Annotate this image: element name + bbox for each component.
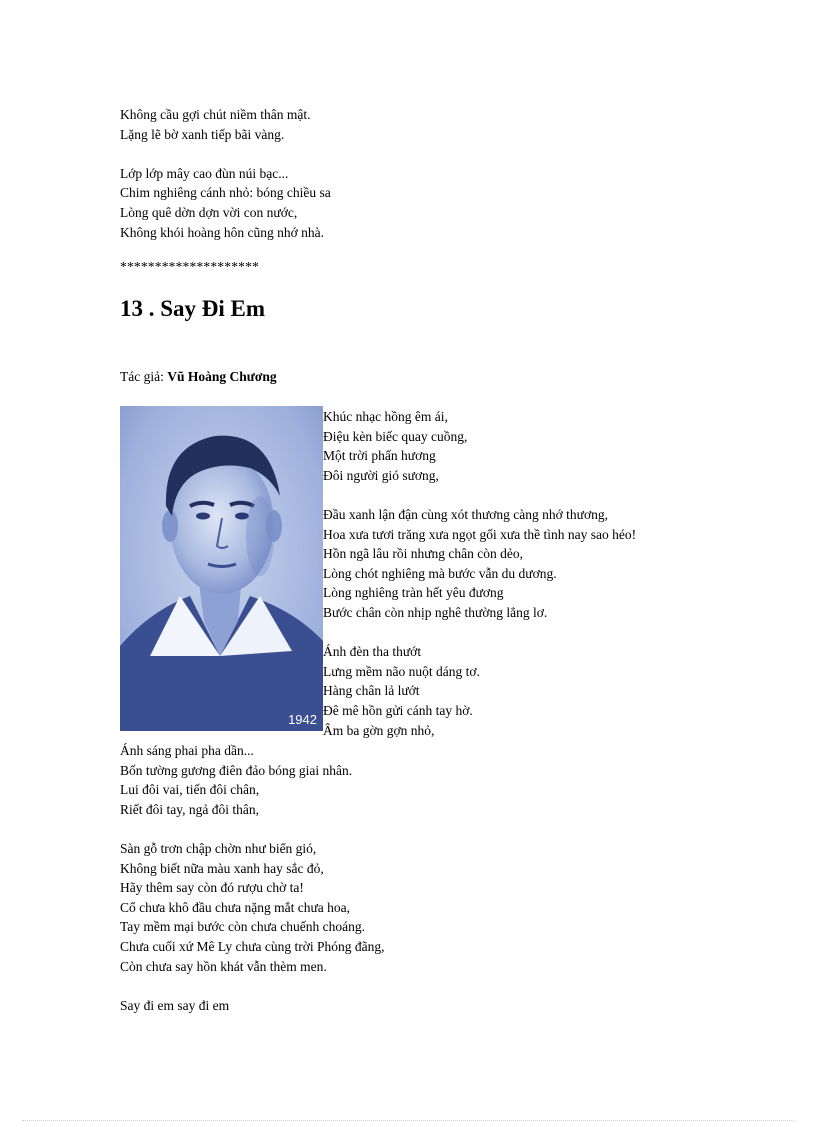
poem-line: Không cầu gợi chút niềm thân mật. [120, 107, 311, 122]
page-footer-rule [22, 1120, 794, 1121]
poem-line: Lòng nghiêng tràn hết yêu đương [323, 585, 504, 601]
previous-poem-ending [120, 105, 331, 262]
author-label: Tác giả: [120, 369, 164, 384]
poem-line: Lưng mềm não nuột dáng tơ. [323, 663, 480, 679]
stanza [120, 839, 385, 976]
poem-line: Chưa cuối xứ Mê Ly chưa cùng trời Phóng đãng, [120, 938, 385, 954]
poem-line: Ánh đèn tha thướt [323, 644, 422, 660]
stanza [323, 505, 636, 623]
poem-line: Không khói hoàng hôn cũng nhớ nhà. [120, 224, 324, 240]
poem-line: Bốn tường gương điên đảo bóng giai nhân. [120, 762, 353, 778]
poem-line: Khúc nhạc hồng êm ái, [323, 409, 448, 424]
poem-line: Hoa xưa tươi trăng xưa ngọt gối xưa thề tình nay sao héo! [323, 526, 637, 542]
photo-year-label: 1942 [288, 712, 317, 727]
poem-line: Đầu xanh lận đận cùng xót thương càng nhớ thương, [323, 506, 608, 522]
poem-line: Lòng chót nghiêng mà bước vẫn du dương. [323, 565, 557, 581]
poem-line: Lui đôi vai, tiến đôi chân, [120, 782, 260, 798]
section-separator: ******************** [120, 259, 259, 274]
poem-line: Một trời phấn hương [323, 448, 436, 464]
poem-line: Lớp lớp mây cao đùn núi bạc... [120, 165, 289, 181]
poem-line: Riết đôi tay, ngả đôi thân, [120, 801, 259, 817]
author-name: Vũ Hoàng Chương [167, 369, 277, 384]
poem-line: Ánh sáng phai pha dần... [120, 743, 254, 758]
author-portrait-photo [120, 406, 323, 731]
poem-line: Lòng quê dờn dợn vời con nước, [120, 204, 298, 220]
poem-line: Hãy thêm say còn đó rượu chờ ta! [120, 880, 304, 896]
poem-stanzas-bottom [120, 741, 385, 1035]
poem-line: Hàng chân lả lướt [323, 683, 420, 699]
poem-line: Đôi người gió sương, [323, 467, 439, 483]
stanza [120, 996, 385, 1016]
poem-line: Đê mê hồn gửi cánh tay hờ. [323, 702, 473, 718]
poem-line: Bước chân còn nhịp nghê thường lẳng lơ. [323, 604, 548, 620]
poem-line: Điệu kèn biếc quay cuồng, [323, 428, 468, 444]
poem-line: Say đi em say đi em [120, 997, 230, 1013]
poem-line: Sàn gỗ trơn chập chờn như biển gió, [120, 840, 317, 856]
poem-stanzas-right [323, 407, 636, 760]
portrait-illustration [120, 406, 323, 731]
stanza [120, 164, 331, 242]
stanza [120, 105, 331, 144]
poem-line: Chim nghiêng cánh nhỏ: bóng chiều sa [120, 185, 331, 201]
author-line [120, 369, 277, 385]
poem-title: 13 . Say Đi Em [120, 296, 266, 321]
poem-line: Hồn ngã lâu rồi nhưng chân còn dẻo, [323, 546, 524, 562]
poem-line: Âm ba gờn gợn nhỏ, [323, 722, 435, 738]
stanza [323, 642, 636, 740]
poem-line: Cổ chưa khô đầu chưa nặng mắt chưa hoa, [120, 899, 351, 915]
poem-line: Lặng lẽ bờ xanh tiếp bãi vàng. [120, 126, 285, 142]
stanza [120, 741, 385, 819]
poem-line: Còn chưa say hồn khát vẫn thèm men. [120, 958, 327, 974]
poem-line: Tay mềm mại bước còn chưa chuếnh choáng. [120, 919, 365, 935]
stanza [323, 407, 636, 485]
poem-line: Không biết nữa màu xanh hay sắc đỏ, [120, 860, 324, 876]
